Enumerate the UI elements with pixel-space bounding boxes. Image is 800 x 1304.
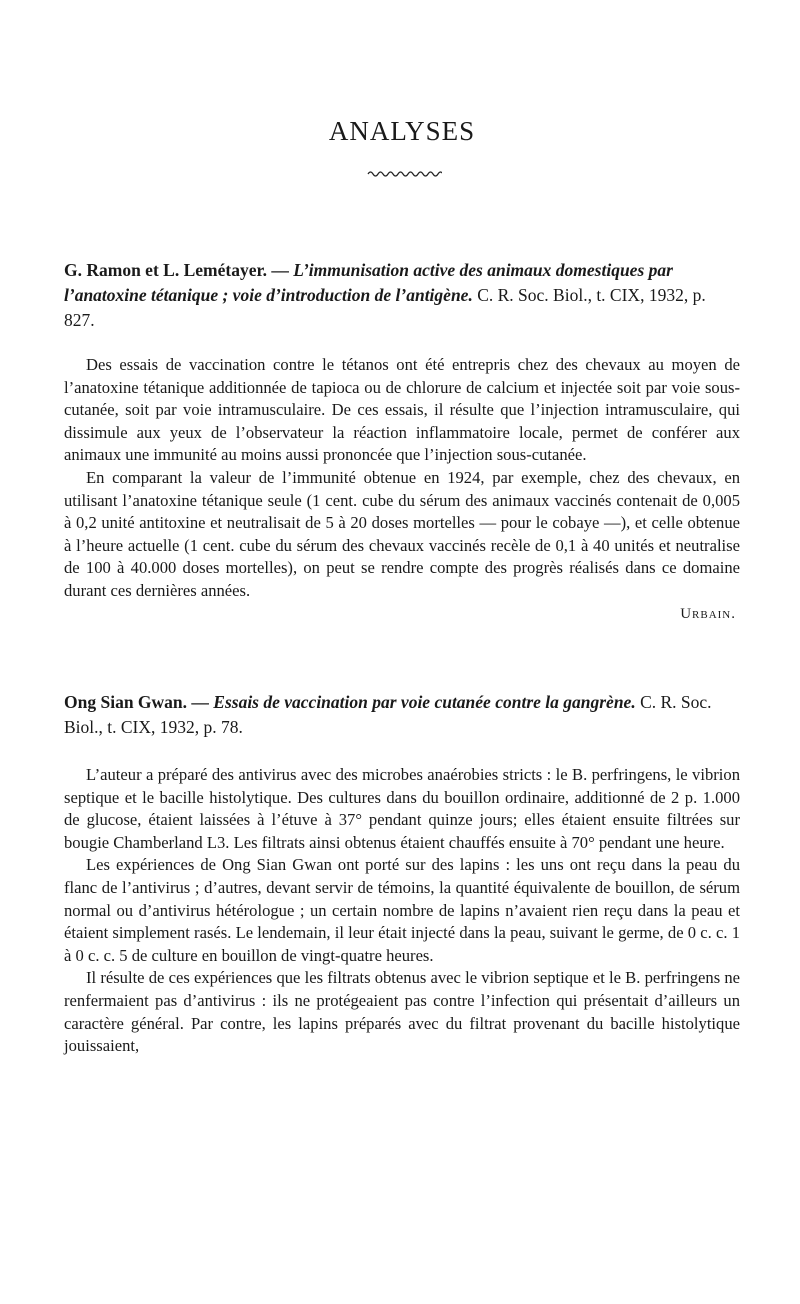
paragraph: L’auteur a préparé des antivirus avec des microbes anaérobies stricts : le B. perfringens, le vibrion septique et le bacille histolytique. Des cultures dans du bouillon ordinaire, additionné de 2 p. 1.000 de glucose, étaient laissées à l’étuve à 37° pendant quinze jours; elles étaient ensuite filtrées sur bougie Chamberland L3. Les filtrats ainsi obtenus étaient chauffés ensuite à 70° pendant une heure. xyxy=(64,765,740,852)
article-title: Essais de vaccination par voie cutanée contre la gangrène. xyxy=(213,692,636,712)
article-authors: Ong Sian Gwan. xyxy=(64,692,188,712)
paragraph: Les expériences de Ong Sian Gwan ont porté sur des lapins : les uns ont reçu dans la peau du flanc de l’antivirus ; d’autres, devant servir de témoins, la quantité équivalente de bouillon, de sérum normal ou d’antivirus hétérologue ; un certain nombre de lapins n’avaient rien reçu dans la peau et étaient simplement rasés. Le lendemain, il leur était injecté dans la peau, suivant le germe, de 0 c. c. 1 à 0 c. c. 5 de culture en bouillon de vingt-quatre heures. xyxy=(64,855,740,965)
paragraph: En comparant la valeur de l’immunité obtenue en 1924, par exemple, chez des chevaux, en utilisant l’anatoxine tétanique seule (1 cent. cube du sérum des animaux vaccinés contenait de 0,005 à 0,2 unité antitoxine et neutralisait de 5 à 20 doses mortelles — pour le cobaye —), et celle obtenue à l’heure actuelle (1 cent. cube du sérum des chevaux vaccinés recèle de 0,1 à 40 unités et neutralise de 100 à 40.000 doses mortelles), on peut se rendre compte des progrès réalisés dans ce domaine durant ces dernières années. xyxy=(64,467,740,600)
article-citation: C. R. Soc. Biol., t. CIX, 1932, p. 78. xyxy=(64,692,712,737)
article-heading xyxy=(64,690,740,740)
heading-dash: — xyxy=(187,692,214,712)
wavy-rule-ornament xyxy=(366,168,442,180)
article-2 xyxy=(64,690,740,1058)
article-1 xyxy=(64,258,740,625)
page-title: ANALYSES xyxy=(328,116,476,146)
article-authors: G. Ramon et L. Lemétayer. xyxy=(64,260,267,280)
article-body xyxy=(64,354,740,625)
heading-dash: — xyxy=(267,260,294,280)
paragraph: Des essais de vaccination contre le tétanos ont été entrepris chez des chevaux au moyen de l’anatoxine tétanique additionnée de tapioca ou de chlorure de calcium et injectée soit par voie sous-cutanée, soit par voie intramusculaire. De ces essais, il résulte que l’injection intramusculaire, qui dissimule aux yeux de l’observateur la réaction inflammatoire locale, permet de conférer aux animaux une immunité au moins aussi prononcée que l’injection sous-cutanée. xyxy=(64,355,740,465)
paragraph: Il résulte de ces expériences que les filtrats obtenus avec le vibrion septique et le B. perfringens ne renfermaient pas d’antivirus : ils ne protégeaient pas contre l’infection qui présentait d’ailleurs un caractère général. Par contre, les lapins préparés avec du filtrat provenant du bacille histolytique jouissaient, xyxy=(64,968,740,1056)
article-heading xyxy=(64,258,740,333)
article-body xyxy=(64,764,740,1058)
article-citation: C. R. Soc. Biol., t. CIX, 1932, p. 827. xyxy=(64,285,706,330)
reviewer-signature: Urbain. xyxy=(680,605,736,622)
article-title: L’immunisation active des animaux domestiques par l’anatoxine tétanique ; voie d’introduction de l’antigène. xyxy=(64,260,673,305)
